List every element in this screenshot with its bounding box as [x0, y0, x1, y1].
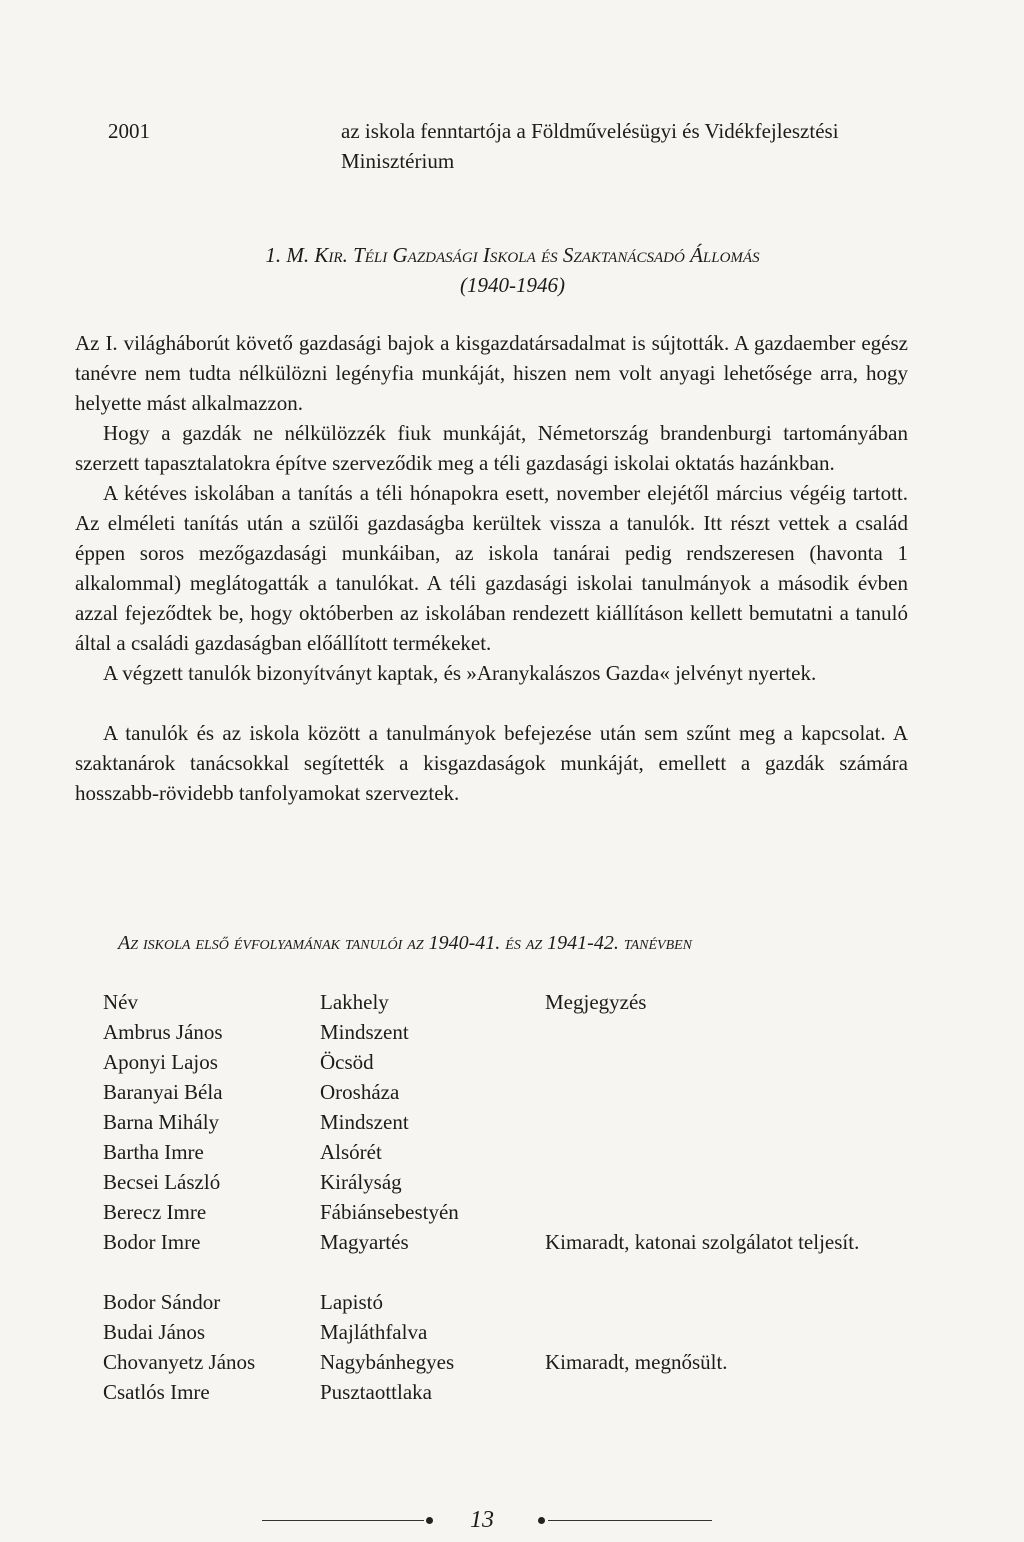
cell-name: Bodor Sándor	[103, 1290, 221, 1314]
footer-rule-right	[548, 1520, 712, 1521]
table-row	[103, 1287, 863, 1317]
table-row	[103, 1347, 863, 1377]
heading-years: (1940-1946)	[460, 273, 565, 297]
cell-residence: Mindszent	[320, 1020, 409, 1044]
cell-name: Ambrus János	[103, 1020, 223, 1044]
header-name: Név	[103, 990, 138, 1014]
cell-name: Barna Mihály	[103, 1110, 220, 1134]
cell-name: Bartha Imre	[103, 1140, 204, 1164]
section-heading	[75, 240, 950, 300]
cell-residence: Mindszent	[320, 1110, 409, 1134]
cell-name: Aponyi Lajos	[103, 1050, 218, 1074]
cell-residence: Magyartés	[320, 1230, 409, 1254]
cell-name: Berecz Imre	[103, 1200, 207, 1224]
student-table	[103, 987, 863, 1407]
table-row	[103, 1107, 863, 1137]
table-body	[103, 1017, 863, 1407]
timeline-description: az iskola fenntartója a Földművelésügyi és Vidékfejlesztési Minisztérium	[341, 119, 839, 173]
header-residence: Lakhely	[320, 990, 389, 1014]
paragraph: A kétéves iskolában a tanítás a téli hónapokra esett, november elejétől március végéig tartott. Az elméleti tanítás után a szülői gazdaságba kerültek vissza a tanulók. Itt részt vettek a család éppen soros mezőgazdasági munkáiban, az iskola tanárai pedig rendszeresen (havonta 1 alkalommal) meglátogatták a tanulókat. A téli gazdasági iskolai tanulmányok a második évben azzal fejeződtek be, hogy októberben az iskolában rendezett kiállításon kellett bemutatni a tanuló által a családi gazdaságban előállított termékeket.	[75, 481, 908, 655]
table-row	[103, 1047, 863, 1077]
table-row	[103, 1317, 863, 1347]
cell-name: Baranyai Béla	[103, 1080, 223, 1104]
cell-residence: Majláthfalva	[320, 1320, 428, 1344]
cell-name: Budai János	[103, 1320, 206, 1344]
cell-residence: Fábiánsebestyén	[320, 1200, 459, 1224]
table-row	[103, 1167, 863, 1197]
timeline-year: 2001	[108, 119, 150, 143]
cell-note: Kimaradt, megnősült.	[545, 1350, 728, 1374]
footer-bullet-left	[426, 1517, 433, 1524]
table-row	[103, 1137, 863, 1167]
page-footer	[262, 1502, 712, 1542]
body-text	[75, 328, 908, 808]
cell-residence: Pusztaottlaka	[320, 1380, 432, 1404]
table-heading: Az iskola első évfolyamának tanulói az 1940-41. és az 1941-42. tanévben	[118, 932, 693, 954]
paragraph: Hogy a gazdák ne nélkülözzék fiuk munkáját, Németország brandenburgi tartományában szerzett tapasztalatokra építve szerveződik meg a téli gazdasági iskolai oktatás hazánkban.	[75, 421, 908, 475]
header-note: Megjegyzés	[545, 990, 647, 1014]
paragraph: A tanulók és az iskola között a tanulmányok befejezése után sem szűnt meg a kapcsolat. A szaktanárok tanácsokkal segítették a kisgazdaságok munkáját, emellett a gazdák számára hosszabb-rövidebb tanfolyamokat szerveztek.	[75, 721, 908, 805]
cell-note: Kimaradt, katonai szolgálatot teljesít.	[545, 1230, 860, 1254]
cell-residence: Öcsöd	[320, 1050, 374, 1074]
page-number: 13	[470, 1507, 494, 1533]
footer-rule-left	[262, 1520, 424, 1521]
cell-name: Csatlós Imre	[103, 1380, 210, 1404]
table-header-row	[103, 987, 863, 1017]
table-row	[103, 1377, 863, 1407]
cell-residence: Nagybánhegyes	[320, 1350, 455, 1374]
paragraph: A végzett tanulók bizonyítványt kaptak, és »Aranykalászos Gazda« jelvényt nyertek.	[103, 661, 817, 685]
table-row	[103, 1227, 863, 1287]
table-row	[103, 1197, 863, 1227]
heading-kir: Kir.	[314, 243, 354, 267]
cell-residence: Lapistó	[320, 1290, 383, 1314]
cell-name: Becsei László	[103, 1170, 221, 1194]
table-row	[103, 1077, 863, 1107]
cell-residence: Orosháza	[320, 1080, 400, 1104]
cell-name: Bodor Imre	[103, 1230, 201, 1254]
cell-name: Chovanyetz János	[103, 1350, 256, 1374]
heading-number: 1. M.	[265, 243, 315, 267]
cell-residence: Alsórét	[320, 1140, 382, 1164]
footer-bullet-right	[538, 1517, 545, 1524]
cell-residence: Királyság	[320, 1170, 402, 1194]
heading-title: Téli Gazdasági Iskola és Szaktanácsadó Állomás	[353, 243, 760, 267]
paragraph: Az I. világháborút követő gazdasági bajok a kisgazdatársadalmat is sújtották. A gazdaember egész tanévre nem tudta nélkülözni legényfia munkáját, hiszen nem volt anyagi lehetősége arra, hogy helyette mást alkalmazzon.	[75, 331, 908, 415]
table-row	[103, 1017, 863, 1047]
